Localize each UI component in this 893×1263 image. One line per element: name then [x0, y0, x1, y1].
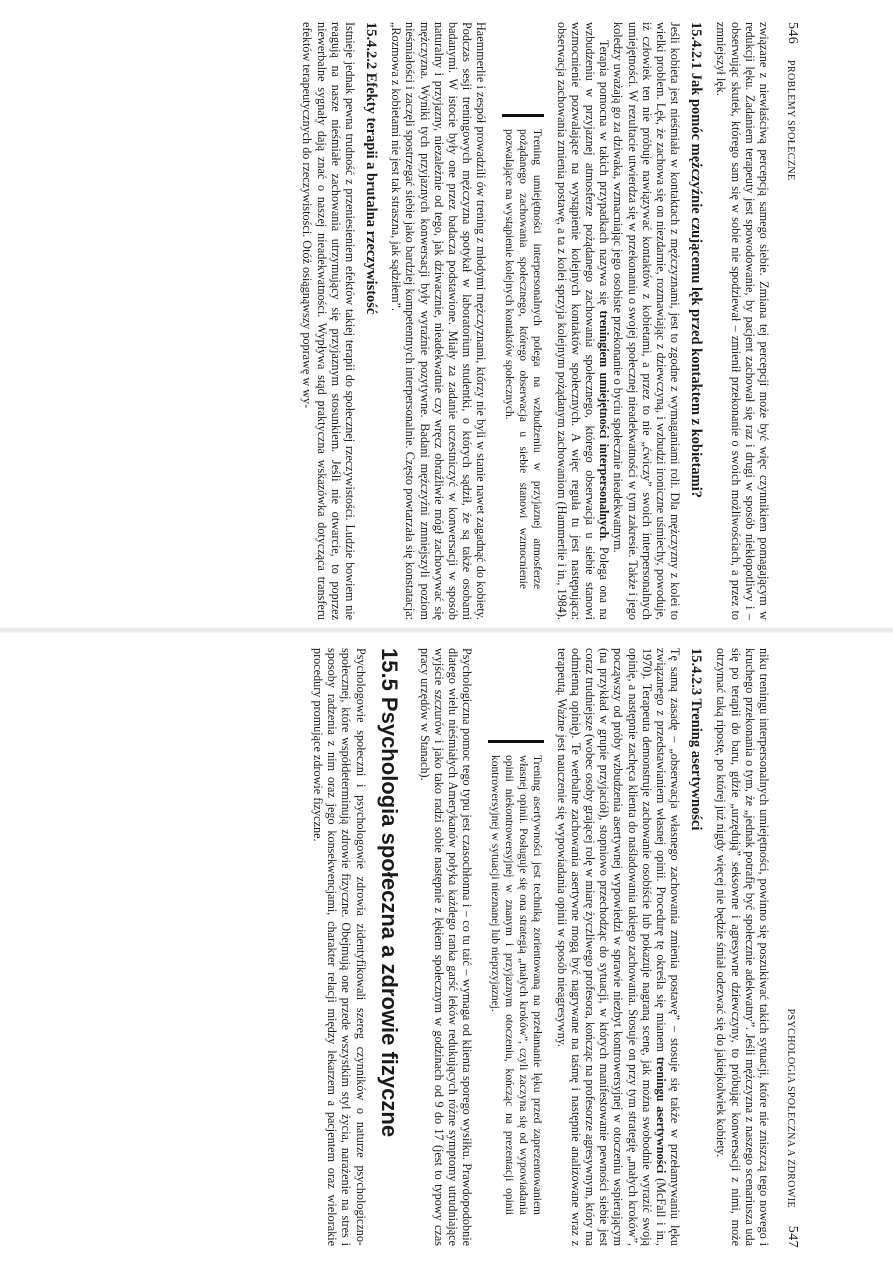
left-page-number: 546: [785, 22, 800, 45]
section1-paragraph-3: Haemmerlie i zespół prowadzili ów trening z młodymi mężczyznami, którzy nie byli w stanie nawet zagadnąć do kobiety. Podczas sesji treningowych mężczyzna spotykał w laboratorium studentki, o których sądził, że są także osobami badanymi. W istocie były one przez badacza podstawione. Miały za zadanie uczestniczyć w konwersacji w sposób naturalny i przyjazny, niezależnie od tego, jak dziwacznie, nieadekwatnie czy wręcz obraźliwie mógł zachowywać się mężczyzna. Wyniki tych przyjaznych konwersacji były wyraźnie pozytywne. Badani mężczyźni zmniejszyli poziom nieśmiałości i zaczęli spostrzegać siebie jako bardziej kompetentnych interpersonalnie. Często powtarzała się konstatacja: „Rozmowa z kobietami nie jest tak straszna, jak sądziłem”.: [389, 22, 489, 620]
section-heading-15-5: 15.5 Psychologia społeczna a zdrowie fizyczne: [376, 648, 402, 1138]
section1-paragraph-1: Jeśli kobieta jest nieśmiała w kontaktach z mężczyznami, jest to zgodne z wymaganiami roli. Dla mężczyzny z kolei to wielki problem. Lęk, że zachowa się on niezdarnie, rozmawiając z dziewczyną, i wzbudzi ironiczne uśmiechy, powoduje, iż człowiek ten nie próbuje nawiązywać kontaktów z kobietami, a przez to nie „ćwiczy” swoich interpersonalnych umiejętności. W rezultacie utwierdza się w przekonaniu o swojej społecznej nieadekwatności w tym zakresie. Także i jego koledzy uważają go za dziwaka, wzmacniając jego osobiste przekonanie o byciu społecznie nieadekwatnym.: [611, 22, 683, 620]
right-page: [0, 648, 893, 1248]
section-heading-15-4-2-3: 15.4.2.3 Trening asertywności: [688, 648, 705, 831]
section2-paragraph-1: Istnieje jednak pewna trudność z przeniesieniem efektów takiej terapii do społecznej rzeczywistości. Ludzie bowiem nie reagują na nasze nieśmiałe zachowania utrzymujący się przyjaznym stosunkiem. Jeśli nie otwarcie, to poprzez niewerbalne sygnały dają znać o naszej nieadekwatności. Wypływa stąd praktyczna wskazówka dotycząca transferu efektów terapeutycznych do rzeczywistości. Otóż osiągnąwszy poprawę w wy-: [300, 22, 357, 620]
section1-paragraph-2: [554, 22, 611, 620]
binding-gutter: [0, 627, 893, 633]
definition-box-assertiveness: Trening asertywności jest techniką zorientowaną na przełamanie lęku przed zaprezentowaniem własnej opinii. Posługuje się ona strategią „małych kroków”, czyli zaczyna się od wypowiadania opinii niekontrowersyjnej w znanym i przyjaznym otoczeniu, kończąc na prezentacji opinii kontrowersyjnej w sytuacji nieznanej lub nieprzyjaznej.: [488, 740, 544, 1215]
right-text-block: [311, 648, 771, 1246]
right-running-title: PSYCHOLOGIA SPOŁECZNA A ZDROWIE: [785, 1008, 796, 1208]
section1-p2-text-a: Terapia pomocna w takich przypadkach nazywa się: [597, 40, 612, 311]
section3-paragraph-2: Psychologiczna pomoc tego typu jest czasochłonna i – co tu taić – wymaga od klienta sporego wysiłku. Prawdopodobnie dlatego wielu nieśmiałych Amerykanów połyka każdego ranka garść leków redukujących różne symptomy utrudniające wyjście szczurów i jako tako radzi sobie następnie z lękiem społecznym w godzinach od 9 do 17 (jest to typowy czas pracy urzędów w Stanach).: [417, 648, 475, 1246]
section1-p2-text-b: . Polega ona na wzbudzeniu w przyjaznej atmosferze pożądanego zachowania społecznego, którego obserwacja u siebie stanowi wzmocnienie pozwalające na wystąpienie kolejnych kontaktów społecznych. A więc reguła tu jest następująca: obserwacja zachowania zmienia postawę, a ta z kolei sprzyja kolejnym pożądanym zachowaniom (Hammerlie i in., 1984).: [554, 22, 612, 620]
right-intro-paragraph: niku treningu interpersonalnych umiejętności, powinno się poszukiwać takich sytuacji, które nie zniszczą tego nowego i kruchego przekonania o tym, że „jednak potrafię być społecznie adekwatny”. Jeśli mężczyzna z naszego scenariusza uda się po terapii do baru, gdzie „urzędują” seksowne i agresywne dziewczyny, to próbując konwersacji z nimi, może otrzymać taką ripostę, po której już nigdy więcej nie będzie śmiał odezwać się do jakiejkolwiek kobiety.: [714, 648, 771, 1246]
left-running-head: [776, 22, 800, 622]
left-page: [0, 22, 893, 622]
term-assertiveness-training: treningu asertywności: [653, 1056, 668, 1174]
left-running-title: PROBLEMY SPOŁECZNE: [785, 60, 796, 181]
left-text-block: [300, 22, 771, 620]
section4-paragraph-1: Psychologowie społeczni i psychologowie zdrowia zidentyfikowali szereg czynników o naturze psychologiczno-społecznej, które współdeterminują zdrowie fizyczne. Obejmują one przede wszystkim styl życia, narażenie na stres i sposoby radzenia z nim oraz jego konsekwencjami, charakter relacji między lekarzem a pacjentem oraz wielorakie procedury promujące zdrowie fizyczne.: [310, 648, 368, 1246]
section3-p1-text-a: Tę samą zasadę – „obserwacja własnego zachowania zmienia postawę” – stosuje się także w przełamywaniu lęku związanego z przedstawianiem własnej opinii. Procedurę tę określa się mianem: [653, 648, 683, 1246]
definition-box-interpersonal: Trening umiejętności interpersonalnych polega na wzbudzeniu w przyjaznej atmosferze pożądanego zachowania społecznego, którego obserwacja u siebie stanowi wzmocnienie pozwalające na wystąpienie kolejnych kontaktów społecznych.: [502, 114, 544, 589]
term-interpersonal-training: treningiem umiejętności interpersonalnych: [597, 310, 612, 539]
section3-p1-text-b: (McFall i in., 1970). Terapeuta demonstruje zachowanie osobiście lub pokazuje nagraną scenę, jak można swobodnie wyrazić swoją opinię, a następnie zachęca klienta do naśladowania takiego zachowania. Stosuje on przy tym strategię „małych kroków”, począwszy od próby wzbudzenia asertywnej wypowiedzi w sprawie niezbyt kontrowersyjnej w otoczeniu wspierającym (na przykład w grupie przyjaciół), stopniowo przechodząc do sytuacji, w których manifestowanie pewności siebie jest coraz trudniejsze (wobec osoby grającej rolę w miarę życzliwego profesora, kończąc na profesorze agresywnym, który ma odmienną opinię). Te werbalne zachowania asertywne mogą być nagrywane na taśmę i następnie analizowane wraz z terapeutą. Ważne jest nauczenie się wypowiadania opinii w sposób nieagresywny.: [554, 648, 668, 1246]
section-heading-15-4-2-2: 15.4.2.2 Efekty terapii a brutalna rzeczywistość: [362, 22, 379, 315]
section3-paragraph-1: [554, 648, 682, 1246]
right-page-number: 547: [785, 1225, 800, 1248]
left-intro-paragraph: związane z niewłaściwą percepcją samego siebie. Zmiana tej percepcji może być więc czynnikiem pomagającym w redukcji lęku. Zadaniem terapeuty jest spowodowanie, by pacjent zachował się raz i drugi w sposób niekłopotliwy i – obserwując skutek, którego sam się w sobie nie spodziewał – zmienił przekonanie o swoich możliwościach, a przez to zmniejszył lęk.: [714, 22, 771, 620]
section-heading-15-4-2-1: 15.4.2.1 Jak pomóc mężczyźnie czującemu lęk przed kontaktem z kobietami?: [688, 22, 705, 499]
right-running-head: [776, 648, 800, 1248]
